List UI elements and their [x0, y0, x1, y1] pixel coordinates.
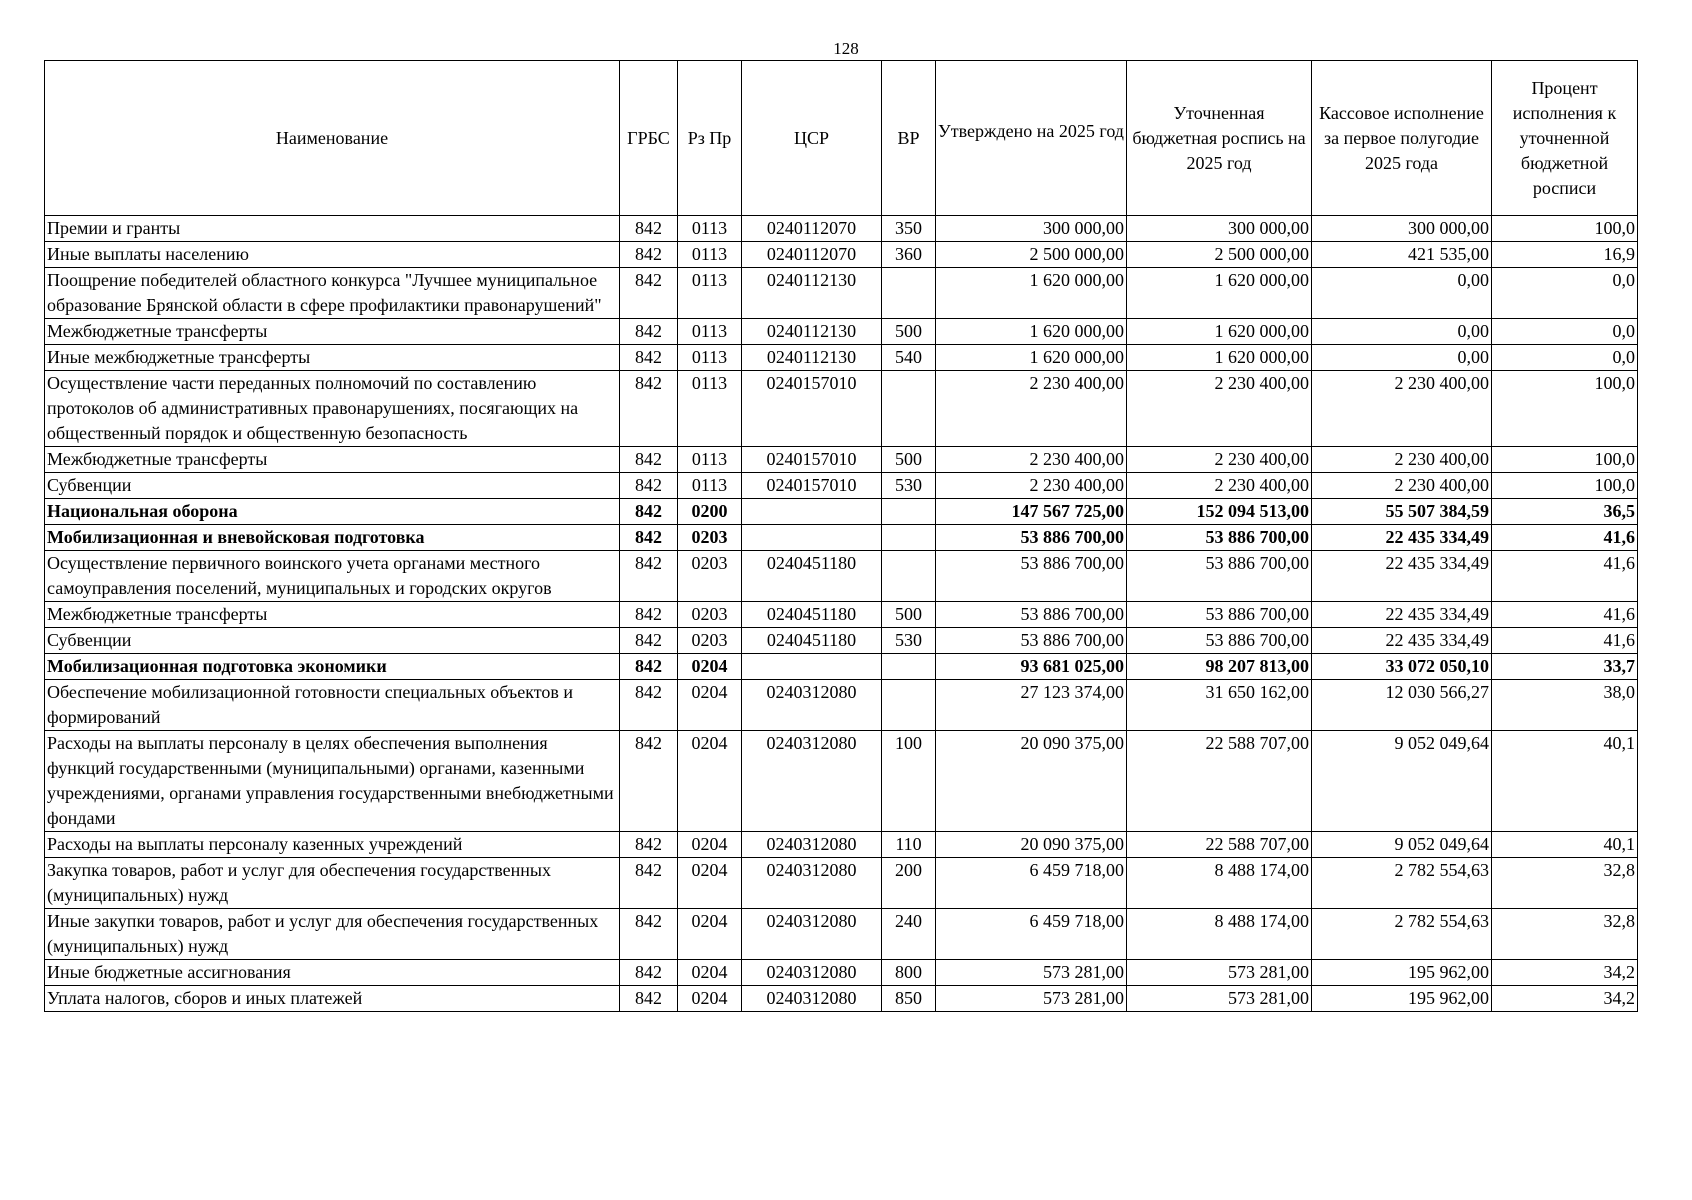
row-cash-cell: 2 782 554,63: [1312, 858, 1492, 909]
row-rzpr-cell: 0113: [678, 242, 742, 268]
row-refined-cell: 2 230 400,00: [1127, 473, 1312, 499]
row-grbs-cell: 842: [620, 832, 678, 858]
col-header-vr: ВР: [882, 61, 936, 216]
table-row: [45, 909, 1638, 960]
row-percent-cell: 33,7: [1492, 654, 1638, 680]
row-rzpr-cell: 0113: [678, 268, 742, 319]
row-vr-cell: 540: [882, 345, 936, 371]
row-refined-cell: 31 650 162,00: [1127, 680, 1312, 731]
row-name-cell: Осуществление первичного воинского учета органами местного самоуправления поселений, муниципальных и городских округов: [45, 551, 620, 602]
col-header-refined: Уточненная бюджетная роспись на 2025 год: [1127, 61, 1312, 216]
row-approved-cell: 6 459 718,00: [936, 909, 1127, 960]
row-approved-cell: 573 281,00: [936, 960, 1127, 986]
row-csr-cell: 0240112130: [742, 319, 882, 345]
row-cash-cell: 9 052 049,64: [1312, 832, 1492, 858]
row-percent-cell: 0,0: [1492, 268, 1638, 319]
row-csr-cell: [742, 499, 882, 525]
row-rzpr-cell: 0204: [678, 731, 742, 832]
row-vr-cell: [882, 268, 936, 319]
table-row: [45, 268, 1638, 319]
row-grbs-cell: 842: [620, 268, 678, 319]
table-row: [45, 473, 1638, 499]
col-header-approved: Утверждено на 2025 год: [936, 61, 1127, 216]
row-refined-cell: 22 588 707,00: [1127, 731, 1312, 832]
row-vr-cell: 240: [882, 909, 936, 960]
row-rzpr-cell: 0203: [678, 602, 742, 628]
row-cash-cell: 0,00: [1312, 268, 1492, 319]
row-percent-cell: 100,0: [1492, 371, 1638, 447]
row-vr-cell: [882, 680, 936, 731]
row-refined-cell: 53 886 700,00: [1127, 628, 1312, 654]
row-name-cell: Расходы на выплаты персоналу в целях обеспечения выполнения функций государственными (муниципальными) органами, казенными учреждениями, органами управления государственными внебюджетными фондами: [45, 731, 620, 832]
row-vr-cell: 500: [882, 602, 936, 628]
row-rzpr-cell: 0203: [678, 628, 742, 654]
row-refined-cell: 53 886 700,00: [1127, 525, 1312, 551]
table-row: [45, 216, 1638, 242]
row-percent-cell: 32,8: [1492, 858, 1638, 909]
col-header-percent: Процент исполнения к уточненной бюджетной росписи: [1492, 61, 1638, 216]
row-rzpr-cell: 0113: [678, 319, 742, 345]
row-cash-cell: 12 030 566,27: [1312, 680, 1492, 731]
row-refined-cell: 53 886 700,00: [1127, 551, 1312, 602]
row-rzpr-cell: 0113: [678, 473, 742, 499]
row-cash-cell: 2 230 400,00: [1312, 371, 1492, 447]
row-percent-cell: 0,0: [1492, 319, 1638, 345]
row-refined-cell: 300 000,00: [1127, 216, 1312, 242]
row-csr-cell: 0240312080: [742, 680, 882, 731]
row-cash-cell: 421 535,00: [1312, 242, 1492, 268]
row-cash-cell: 22 435 334,49: [1312, 602, 1492, 628]
row-grbs-cell: 842: [620, 858, 678, 909]
row-cash-cell: 33 072 050,10: [1312, 654, 1492, 680]
table-row: [45, 525, 1638, 551]
row-percent-cell: 41,6: [1492, 602, 1638, 628]
row-name-cell: Расходы на выплаты персоналу казенных учреждений: [45, 832, 620, 858]
row-csr-cell: 0240157010: [742, 371, 882, 447]
row-vr-cell: 500: [882, 447, 936, 473]
row-approved-cell: 1 620 000,00: [936, 268, 1127, 319]
row-vr-cell: [882, 371, 936, 447]
row-grbs-cell: 842: [620, 654, 678, 680]
row-vr-cell: 100: [882, 731, 936, 832]
row-approved-cell: 1 620 000,00: [936, 319, 1127, 345]
row-refined-cell: 98 207 813,00: [1127, 654, 1312, 680]
row-rzpr-cell: 0204: [678, 858, 742, 909]
row-rzpr-cell: 0204: [678, 654, 742, 680]
row-csr-cell: 0240312080: [742, 960, 882, 986]
row-name-cell: Поощрение победителей областного конкурса "Лучшее муниципальное образование Брянской области в сфере профилактики правонарушений": [45, 268, 620, 319]
row-csr-cell: 0240312080: [742, 832, 882, 858]
row-rzpr-cell: 0113: [678, 447, 742, 473]
row-rzpr-cell: 0204: [678, 832, 742, 858]
page-number: 128: [833, 39, 859, 58]
row-cash-cell: 0,00: [1312, 345, 1492, 371]
col-header-rzpr: Рз Пр: [678, 61, 742, 216]
row-refined-cell: 2 500 000,00: [1127, 242, 1312, 268]
row-approved-cell: 20 090 375,00: [936, 731, 1127, 832]
table-row: [45, 986, 1638, 1012]
row-vr-cell: 800: [882, 960, 936, 986]
row-csr-cell: 0240312080: [742, 858, 882, 909]
row-vr-cell: 200: [882, 858, 936, 909]
table-row: [45, 242, 1638, 268]
row-cash-cell: 195 962,00: [1312, 960, 1492, 986]
row-refined-cell: 53 886 700,00: [1127, 602, 1312, 628]
row-percent-cell: 41,6: [1492, 551, 1638, 602]
row-cash-cell: 195 962,00: [1312, 986, 1492, 1012]
row-grbs-cell: 842: [620, 242, 678, 268]
row-name-cell: Межбюджетные трансферты: [45, 319, 620, 345]
row-refined-cell: 22 588 707,00: [1127, 832, 1312, 858]
col-header-name: Наименование: [45, 61, 620, 216]
row-cash-cell: 9 052 049,64: [1312, 731, 1492, 832]
table-row: [45, 960, 1638, 986]
row-vr-cell: 500: [882, 319, 936, 345]
row-grbs-cell: 842: [620, 499, 678, 525]
row-name-cell: Закупка товаров, работ и услуг для обеспечения государственных (муниципальных) нужд: [45, 858, 620, 909]
table-row: [45, 602, 1638, 628]
row-vr-cell: [882, 525, 936, 551]
row-percent-cell: 0,0: [1492, 345, 1638, 371]
row-vr-cell: 850: [882, 986, 936, 1012]
row-approved-cell: 2 230 400,00: [936, 473, 1127, 499]
col-header-csr: ЦСР: [742, 61, 882, 216]
row-csr-cell: 0240112070: [742, 242, 882, 268]
row-cash-cell: 2 230 400,00: [1312, 447, 1492, 473]
row-rzpr-cell: 0204: [678, 986, 742, 1012]
row-csr-cell: 0240112130: [742, 268, 882, 319]
row-refined-cell: 8 488 174,00: [1127, 858, 1312, 909]
row-rzpr-cell: 0204: [678, 960, 742, 986]
row-rzpr-cell: 0203: [678, 551, 742, 602]
row-refined-cell: 152 094 513,00: [1127, 499, 1312, 525]
row-refined-cell: 1 620 000,00: [1127, 268, 1312, 319]
row-name-cell: Иные выплаты населению: [45, 242, 620, 268]
table-row: [45, 731, 1638, 832]
row-rzpr-cell: 0113: [678, 345, 742, 371]
row-grbs-cell: 842: [620, 909, 678, 960]
row-approved-cell: 2 500 000,00: [936, 242, 1127, 268]
row-grbs-cell: 842: [620, 731, 678, 832]
row-name-cell: Иные бюджетные ассигнования: [45, 960, 620, 986]
row-percent-cell: 36,5: [1492, 499, 1638, 525]
row-approved-cell: 6 459 718,00: [936, 858, 1127, 909]
row-approved-cell: 53 886 700,00: [936, 628, 1127, 654]
row-grbs-cell: 842: [620, 371, 678, 447]
row-percent-cell: 100,0: [1492, 473, 1638, 499]
table-row: [45, 654, 1638, 680]
row-percent-cell: 41,6: [1492, 628, 1638, 654]
row-grbs-cell: 842: [620, 473, 678, 499]
row-csr-cell: 0240451180: [742, 602, 882, 628]
row-cash-cell: 2 782 554,63: [1312, 909, 1492, 960]
row-cash-cell: 0,00: [1312, 319, 1492, 345]
table-row: [45, 371, 1638, 447]
row-vr-cell: 530: [882, 473, 936, 499]
row-percent-cell: 34,2: [1492, 960, 1638, 986]
row-approved-cell: 53 886 700,00: [936, 551, 1127, 602]
row-approved-cell: 1 620 000,00: [936, 345, 1127, 371]
row-vr-cell: 360: [882, 242, 936, 268]
row-approved-cell: 573 281,00: [936, 986, 1127, 1012]
row-grbs-cell: 842: [620, 628, 678, 654]
row-cash-cell: 300 000,00: [1312, 216, 1492, 242]
table-row: [45, 551, 1638, 602]
table-row: [45, 345, 1638, 371]
row-approved-cell: 147 567 725,00: [936, 499, 1127, 525]
row-percent-cell: 34,2: [1492, 986, 1638, 1012]
row-name-cell: Иные закупки товаров, работ и услуг для обеспечения государственных (муниципальных) нужд: [45, 909, 620, 960]
row-cash-cell: 22 435 334,49: [1312, 551, 1492, 602]
row-percent-cell: 38,0: [1492, 680, 1638, 731]
row-csr-cell: 0240312080: [742, 986, 882, 1012]
row-name-cell: Субвенции: [45, 473, 620, 499]
row-cash-cell: 55 507 384,59: [1312, 499, 1492, 525]
row-csr-cell: 0240451180: [742, 551, 882, 602]
row-rzpr-cell: 0113: [678, 216, 742, 242]
row-name-cell: Субвенции: [45, 628, 620, 654]
row-grbs-cell: 842: [620, 345, 678, 371]
table-row: [45, 319, 1638, 345]
row-refined-cell: 573 281,00: [1127, 986, 1312, 1012]
row-name-cell: Обеспечение мобилизационной готовности специальных объектов и формирований: [45, 680, 620, 731]
row-rzpr-cell: 0203: [678, 525, 742, 551]
row-cash-cell: 22 435 334,49: [1312, 525, 1492, 551]
row-csr-cell: 0240112070: [742, 216, 882, 242]
row-cash-cell: 2 230 400,00: [1312, 473, 1492, 499]
row-csr-cell: 0240312080: [742, 731, 882, 832]
row-rzpr-cell: 0200: [678, 499, 742, 525]
row-name-cell: Уплата налогов, сборов и иных платежей: [45, 986, 620, 1012]
row-approved-cell: 93 681 025,00: [936, 654, 1127, 680]
table-row: [45, 499, 1638, 525]
row-percent-cell: 32,8: [1492, 909, 1638, 960]
row-approved-cell: 53 886 700,00: [936, 602, 1127, 628]
table-row: [45, 447, 1638, 473]
row-grbs-cell: 842: [620, 551, 678, 602]
row-rzpr-cell: 0204: [678, 680, 742, 731]
row-percent-cell: 100,0: [1492, 447, 1638, 473]
row-grbs-cell: 842: [620, 447, 678, 473]
col-header-grbs: ГРБС: [620, 61, 678, 216]
table-row: [45, 680, 1638, 731]
row-approved-cell: 300 000,00: [936, 216, 1127, 242]
row-grbs-cell: 842: [620, 525, 678, 551]
col-header-cash: Кассовое исполнение за первое полугодие 2025 года: [1312, 61, 1492, 216]
row-csr-cell: [742, 654, 882, 680]
row-refined-cell: 573 281,00: [1127, 960, 1312, 986]
table-header-row: [45, 61, 1638, 216]
row-name-cell: Мобилизационная и вневойсковая подготовка: [45, 525, 620, 551]
row-name-cell: Премии и гранты: [45, 216, 620, 242]
row-grbs-cell: 842: [620, 216, 678, 242]
row-vr-cell: [882, 551, 936, 602]
row-refined-cell: 2 230 400,00: [1127, 447, 1312, 473]
table-row: [45, 858, 1638, 909]
row-percent-cell: 40,1: [1492, 832, 1638, 858]
row-csr-cell: [742, 525, 882, 551]
row-name-cell: Национальная оборона: [45, 499, 620, 525]
row-vr-cell: 110: [882, 832, 936, 858]
row-csr-cell: 0240157010: [742, 447, 882, 473]
row-csr-cell: 0240451180: [742, 628, 882, 654]
row-name-cell: Межбюджетные трансферты: [45, 447, 620, 473]
row-approved-cell: 2 230 400,00: [936, 447, 1127, 473]
row-percent-cell: 100,0: [1492, 216, 1638, 242]
row-name-cell: Мобилизационная подготовка экономики: [45, 654, 620, 680]
row-approved-cell: 2 230 400,00: [936, 371, 1127, 447]
row-refined-cell: 1 620 000,00: [1127, 345, 1312, 371]
table-row: [45, 832, 1638, 858]
row-refined-cell: 1 620 000,00: [1127, 319, 1312, 345]
row-percent-cell: 40,1: [1492, 731, 1638, 832]
row-approved-cell: 27 123 374,00: [936, 680, 1127, 731]
row-vr-cell: 530: [882, 628, 936, 654]
row-percent-cell: 16,9: [1492, 242, 1638, 268]
row-csr-cell: 0240112130: [742, 345, 882, 371]
row-name-cell: Иные межбюджетные трансферты: [45, 345, 620, 371]
budget-table: [44, 60, 1638, 1012]
row-name-cell: Осуществление части переданных полномочий по составлению протоколов об административных правонарушениях, посягающих на общественный порядок и общественную безопасность: [45, 371, 620, 447]
row-grbs-cell: 842: [620, 960, 678, 986]
row-percent-cell: 41,6: [1492, 525, 1638, 551]
row-rzpr-cell: 0113: [678, 371, 742, 447]
row-approved-cell: 53 886 700,00: [936, 525, 1127, 551]
row-vr-cell: 350: [882, 216, 936, 242]
row-vr-cell: [882, 499, 936, 525]
row-csr-cell: 0240312080: [742, 909, 882, 960]
row-vr-cell: [882, 654, 936, 680]
row-grbs-cell: 842: [620, 602, 678, 628]
row-name-cell: Межбюджетные трансферты: [45, 602, 620, 628]
table-row: [45, 628, 1638, 654]
row-grbs-cell: 842: [620, 986, 678, 1012]
row-grbs-cell: 842: [620, 319, 678, 345]
row-rzpr-cell: 0204: [678, 909, 742, 960]
row-csr-cell: 0240157010: [742, 473, 882, 499]
row-cash-cell: 22 435 334,49: [1312, 628, 1492, 654]
row-approved-cell: 20 090 375,00: [936, 832, 1127, 858]
row-grbs-cell: 842: [620, 680, 678, 731]
row-refined-cell: 8 488 174,00: [1127, 909, 1312, 960]
row-refined-cell: 2 230 400,00: [1127, 371, 1312, 447]
